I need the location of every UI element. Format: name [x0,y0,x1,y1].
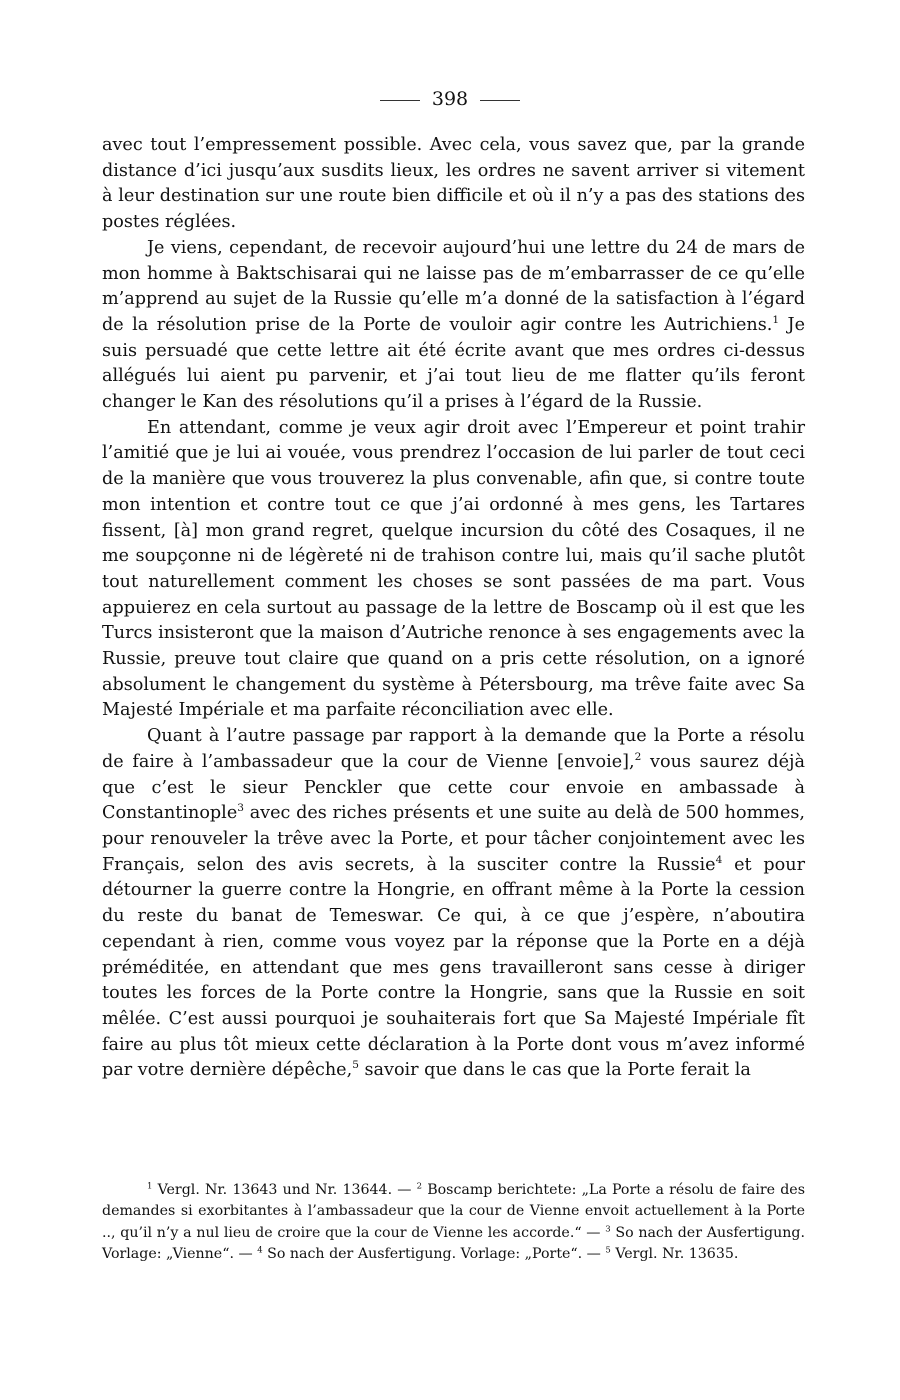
footnote-mark-1: 1 [147,1181,153,1192]
footnote-ref-2: 2 [634,751,642,764]
paragraph-3: En attendant, comme je veux agir droit avec l’Empereur et point trahir l’amitié que je lui ai vouée, vous prendrez l’occasion de lui parler de tout ceci de la manière que vous trouverez la plus convenable, afin que, si contre toute mon intention et contre tout ce que j’ai ordonné à mes gens, les Tartares fissent, [à] mon grand regret, quelque incursion du côté des Cosaques, il ne me soupçonne ni de légèreté ni de trahison contre lui, mais qu’il sache plutôt tout naturellement comment les choses se sont passées de ma part. Vous appuierez en cela surtout au passage de la lettre de Boscamp où il est que les Turcs insisteront que la maison d’Autriche renonce à ses engagements avec la Russie, preuve tout claire que quand on a pris cette résolution, on a ignoré absolument le changement du système à Pétersbourg, ma trêve faite avec Sa Majesté Impériale et ma parfaite réconciliation avec elle. [102,417,805,721]
paragraph-4-text-c: avec des riches présents et une suite au delà de 500 hommes, pour renouveler la trêve avec la Porte, et pour tâcher conjointement avec les Français, selon des avis secrets, à la susciter contre la Russie [102,803,805,875]
paragraph-4 [102,724,805,1084]
footnote-ref-5: 5 [352,1059,359,1072]
footnote-5: Vergl. Nr. 13635. [610,1245,739,1262]
footnote-ref-3: 3 [237,802,244,815]
footnote-1: Vergl. Nr. 13643 und Nr. 13644. — [152,1182,417,1198]
page-number-text: 398 [431,88,469,110]
footnote-ref-1: 1 [772,314,780,327]
body-text [102,133,805,1084]
footnote-mark-2: 2 [416,1181,423,1192]
footnotes [102,1180,805,1265]
paragraph-4-text-e: savoir que dans le cas que la Porte ferait la [358,1060,751,1081]
footnote-2: Boscamp berichtete: „La Porte a résolu de faire des demandes si exorbitantes à l’ambassadeur que la cour de Vienne envoit actuellement à la Porte .., qu’il n’y a nul lieu de croire que la cour de Vienne les accorde.“ — [102,1182,805,1241]
footnote-mark-5: 5 [605,1245,611,1256]
page-number-dash-right [480,100,520,101]
footnote-3: So nach der Ausfertigung. Vorlage: „Vienne“. — [102,1224,805,1262]
footnote-block [102,1180,805,1265]
paragraph-2 [102,236,805,416]
paragraph-1: avec tout l’empressement possible. Avec cela, vous savez que, par la grande distance d’ici jusqu’aux susdits lieux, les ordres ne savent arriver si vitement à leur destination sur une route bien difficile et où il n’y a pas des stations des postes réglées. [102,135,805,233]
page-number-dash-left [380,100,420,101]
footnote-mark-4: 4 [257,1245,263,1256]
paragraph-4-text-d: et pour détourner la guerre contre la Hongrie, en offrant même à la Porte la cession du reste du banat de Temeswar. Ce qui, à ce que j’espère, n’aboutira cependant à rien, comme vous voyez par la réponse que la Porte en a déjà préméditée, en attendant que mes gens travailleront sans cesse à diriger toutes les forces de la Porte contre la Hongrie, sans que la Russie en soit mêlée. C’est aussi pourquoi je souhaiterais fort que Sa Majesté Impériale fît faire au plus tôt mieux cette déclaration à la Porte dont vous m’avez informé par votre dernière dépêche, [102,854,806,1081]
footnote-4: So nach der Ausfertigung. Vorlage: „Porte“. — [262,1245,606,1262]
paragraph-4-text-a: Quant à l’autre passage par rapport à la demande que la Porte a résolu de faire à l’ambassadeur que la cour de Vienne [envoie], [102,726,805,772]
page-number [0,88,900,110]
paragraph-2-text-b: Je suis persuadé que cette lettre ait été écrite avant que mes ordres ci-dessus allégués lui aient pu parvenir, et j’ai tout lieu de me flatter qu’ils feront changer le Kan des résolutions qu’il a prises à l’égard de la Russie. [102,314,806,413]
footnote-mark-3: 3 [605,1223,611,1234]
paragraph-2-text-a: Je viens, cependant, de recevoir aujourd’hui une lettre du 24 de mars de mon homme à Baktschisarai qui ne laisse pas de m’embarrasser de ce qu’elle m’apprend au sujet de la Russie qu’elle m’a donné de la satisfaction à l’égard de la résolution prise de la Porte de vouloir agir contre les Autrichiens. [102,237,805,335]
footnote-ref-4: 4 [715,853,723,866]
paragraph-4-text-b: vous saurez déjà que c’est le sieur Penckler que cette cour envoie en ambassade à Constantinople [102,751,805,824]
